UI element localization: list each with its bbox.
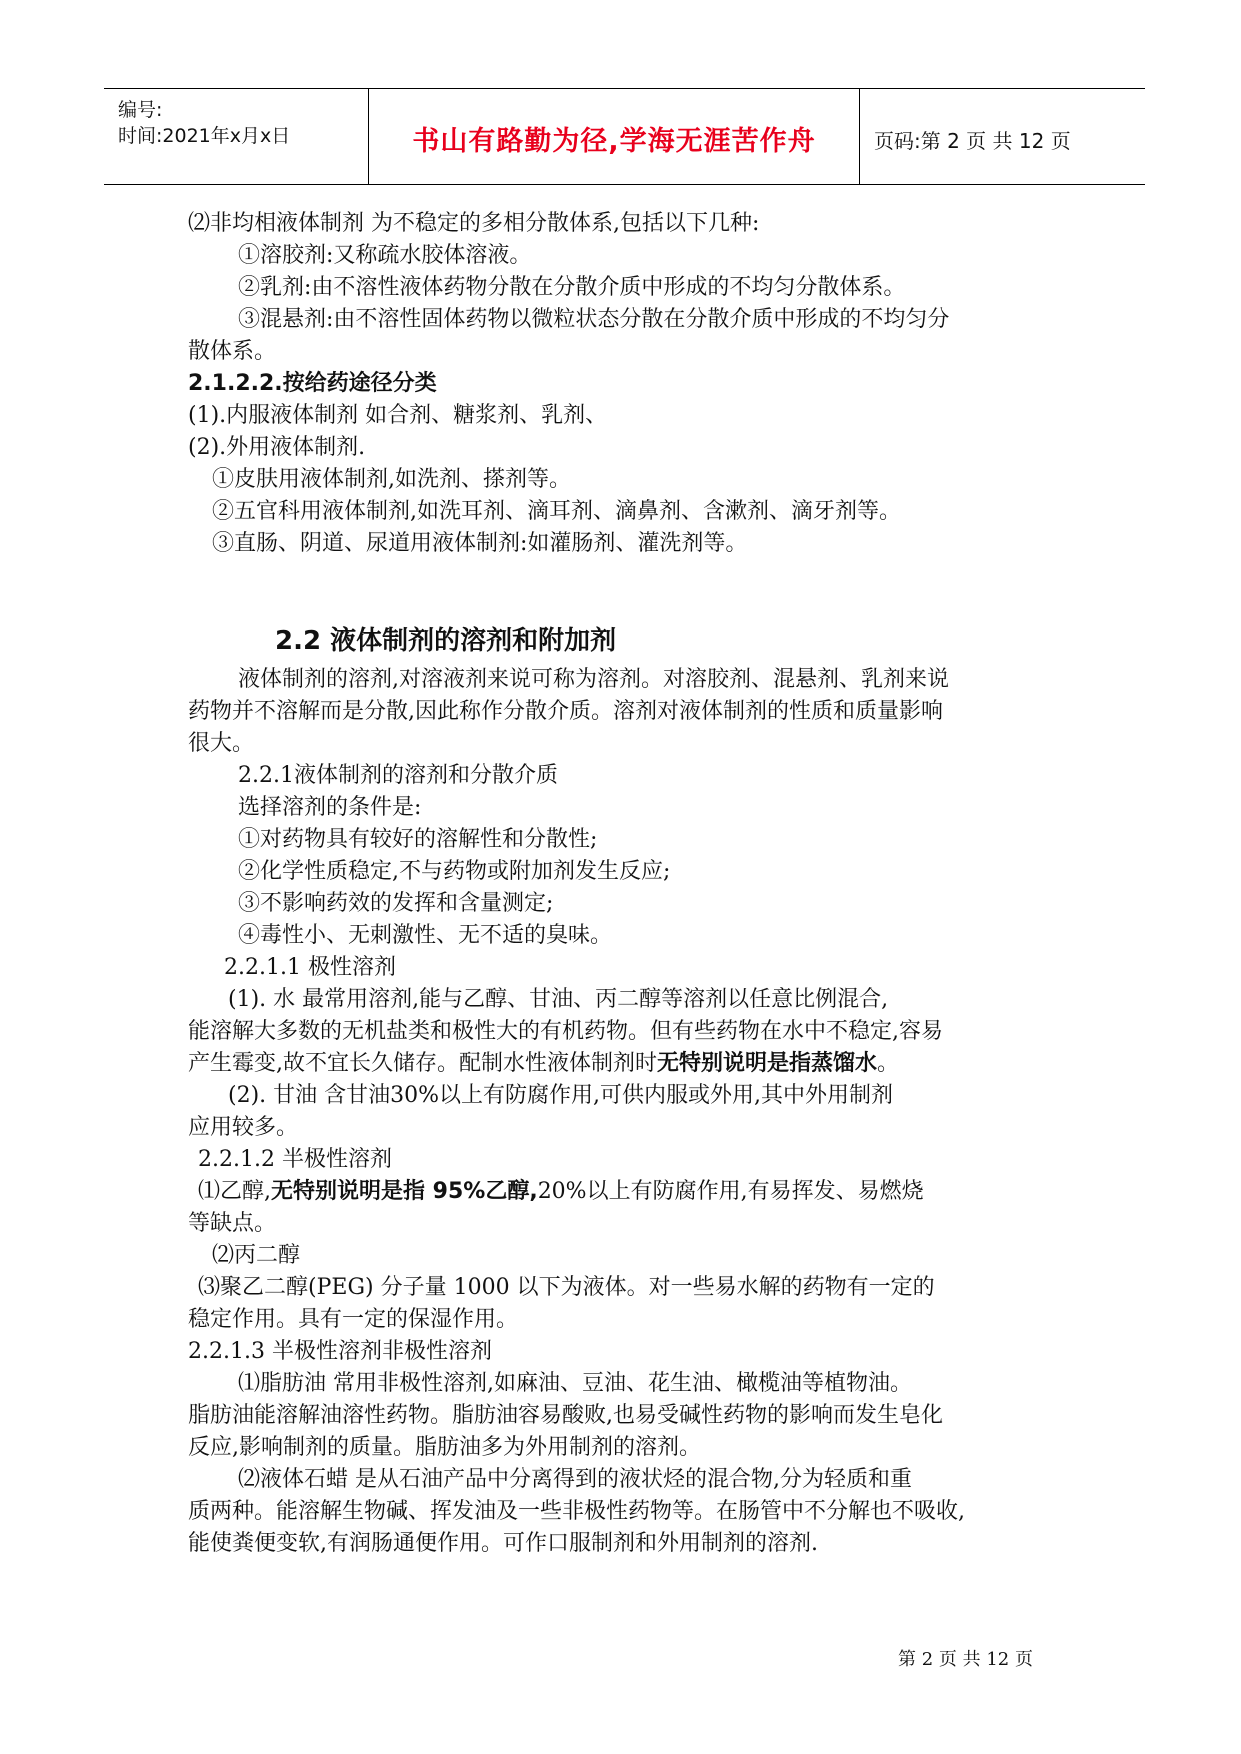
subheading: 2.2.1.3 半极性溶剂非极性溶剂 (188, 1339, 492, 1364)
list-item: ②乳剂:由不溶性液体药物分散在分散介质中形成的不均匀分散体系。 (238, 275, 906, 300)
paragraph-line: (1). 水 最常用溶剂,能与乙醇、甘油、丙二醇等溶剂以任意比例混合, (228, 987, 889, 1012)
header-number: 编号: (118, 99, 163, 121)
paragraph-line (198, 1176, 924, 1208)
list-item: ①对药物具有较好的溶解性和分散性; (238, 827, 598, 852)
header-right-cell (860, 89, 1145, 184)
section-heading: 2.2 液体制剂的溶剂和附加剂 (275, 626, 617, 656)
subheading: 2.2.1.2 半极性溶剂 (198, 1147, 392, 1172)
paragraph-line: 能溶解大多数的无机盐类和极性大的有机药物。但有些药物在水中不稳定,容易 (188, 1019, 943, 1044)
list-item: ②五官科用液体制剂,如洗耳剂、滴耳剂、滴鼻剂、含漱剂、滴牙剂等。 (212, 499, 901, 524)
paragraph-line: 质两种。能溶解生物碱、挥发油及一些非极性药物等。在肠管中不分解也不吸收, (188, 1499, 965, 1524)
subheading: 2.1.2.2.按给药途径分类 (188, 371, 437, 396)
text-line: (1).内服液体制剂 如合剂、糖浆剂、乳剂、 (188, 403, 608, 428)
page-header (104, 88, 1145, 185)
text-run: 产生霉变,故不宜长久储存。配制水性液体制剂时 (188, 1051, 657, 1076)
header-motto: 书山有路勤为径,学海无涯苦作舟 (412, 126, 816, 157)
text-line: ⑵非均相液体制剂 为不稳定的多相分散体系,包括以下几种: (188, 211, 760, 236)
emphasis-text: 无特别说明是指 95%乙醇, (271, 1179, 538, 1204)
text-line: 选择溶剂的条件是: (238, 795, 422, 820)
list-item: ④毒性小、无刺激性、无不适的臭味。 (238, 923, 613, 948)
header-left-cell (104, 89, 369, 184)
subheading: 2.2.1液体制剂的溶剂和分散介质 (238, 763, 558, 788)
list-item: ⑵丙二醇 (212, 1243, 301, 1268)
paragraph-line: 液体制剂的溶剂,对溶液剂来说可称为溶剂。对溶胶剂、混悬剂、乳剂来说 (238, 667, 949, 692)
paragraph-line: 脂肪油能溶解油溶性药物。脂肪油容易酸败,也易受碱性药物的影响而发生皂化 (188, 1403, 943, 1428)
header-time: 时间:2021年x月x日 (118, 125, 291, 147)
paragraph-line: 稳定作用。具有一定的保湿作用。 (188, 1307, 519, 1332)
paragraph-line: 很大。 (188, 731, 255, 756)
paragraph-line: ⑵液体石蜡 是从石油产品中分离得到的液状烃的混合物,分为轻质和重 (238, 1467, 912, 1492)
paragraph-line: ⑶聚乙二醇(PEG) 分子量 1000 以下为液体。对一些易水解的药物有一定的 (198, 1275, 935, 1300)
text-run: ⑴乙醇, (198, 1179, 271, 1204)
emphasis-text: 无特别说明是指蒸馏水 (657, 1051, 878, 1076)
header-page-code: 页码:第 2 页 共 12 页 (874, 129, 1071, 153)
paragraph-line: 药物并不溶解而是分散,因此称作分散介质。溶剂对液体制剂的性质和质量影响 (188, 699, 943, 724)
text-line: 散体系。 (188, 339, 277, 364)
page-footer: 第 2 页 共 12 页 (898, 1649, 1033, 1670)
paragraph-line: (2). 甘油 含甘油30%以上有防腐作用,可供内服或外用,其中外用制剂 (228, 1083, 894, 1108)
list-item: ③不影响药效的发挥和含量测定; (238, 891, 554, 916)
text-run: 20%以上有防腐作用,有易挥发、易燃烧 (537, 1179, 924, 1204)
paragraph-line: 等缺点。 (188, 1211, 277, 1236)
paragraph-line: ⑴脂肪油 常用非极性溶剂,如麻油、豆油、花生油、橄榄油等植物油。 (238, 1371, 912, 1396)
text-run: 。 (877, 1051, 900, 1076)
paragraph-line: 应用较多。 (188, 1115, 299, 1140)
list-item: ①皮肤用液体制剂,如洗剂、搽剂等。 (212, 467, 571, 492)
header-center-cell (369, 89, 860, 184)
list-item: ③混悬剂:由不溶性固体药物以微粒状态分散在分散介质中形成的不均匀分 (238, 307, 950, 332)
paragraph-line (188, 1048, 899, 1080)
list-item: ③直肠、阴道、尿道用液体制剂:如灌肠剂、灌洗剂等。 (212, 531, 748, 556)
paragraph-line: 能使粪便变软,有润肠通便作用。可作口服制剂和外用制剂的溶剂. (188, 1531, 818, 1556)
subheading: 2.2.1.1 极性溶剂 (224, 955, 396, 980)
text-line: (2).外用液体制剂. (188, 435, 366, 460)
list-item: ①溶胶剂:又称疏水胶体溶液。 (238, 243, 532, 268)
paragraph-line: 反应,影响制剂的质量。脂肪油多为外用制剂的溶剂。 (188, 1435, 701, 1460)
list-item: ②化学性质稳定,不与药物或附加剂发生反应; (238, 859, 671, 884)
